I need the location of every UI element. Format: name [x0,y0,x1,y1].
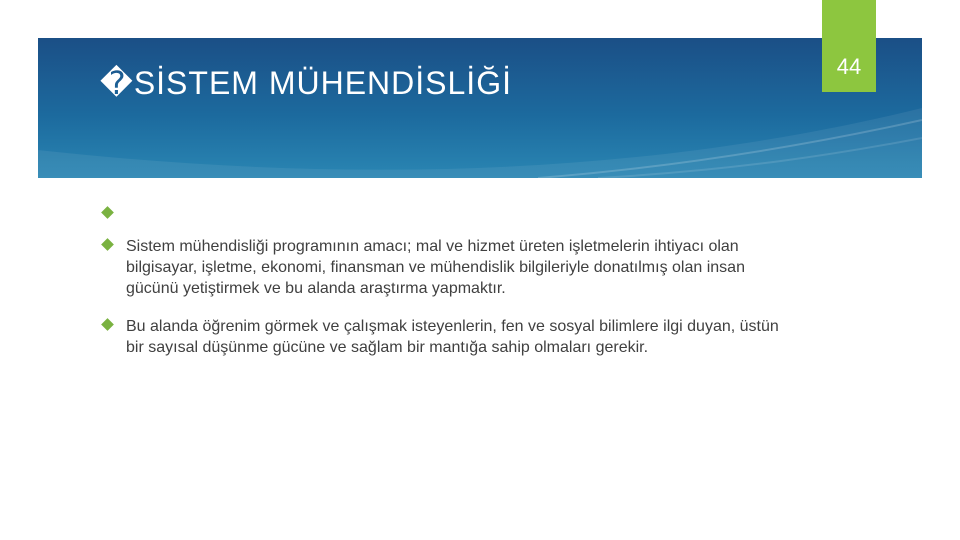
diamond-bullet-icon [101,238,114,251]
bullet-item-empty [100,204,800,218]
diamond-bullet-icon [101,318,114,331]
bullet-item-requirements [100,316,800,358]
slide-number-tab [822,0,876,92]
title-band-decoration [38,38,922,178]
bullet-text: Sistem mühendisliği programının amacı; mal ve hizmet üreten işletmelerin ihtiyacı olan bilgisayar, işletme, ekonomi, finansman ve mühendislik bilgileriyle donatılmış olan insan gücünü yetiştirmek ve bu alanda araştırma yapmaktır. [126,238,745,297]
slide-title: �SİSTEM MÜHENDİSLİĞİ [100,65,512,101]
title-band [38,38,922,178]
content-area [100,204,800,375]
diamond-bullet-icon [101,206,114,219]
bullet-item-program-aim [100,236,800,299]
slide-number: 44 [836,54,862,79]
bullet-text [126,204,800,218]
bullet-text: Bu alanda öğrenim görmek ve çalışmak isteyenlerin, fen ve sosyal bilimlere ilgi duyan, üstün bir sayısal düşünme gücüne ve sağlam bir mantığa sahip olmaları gerekir. [126,318,779,356]
